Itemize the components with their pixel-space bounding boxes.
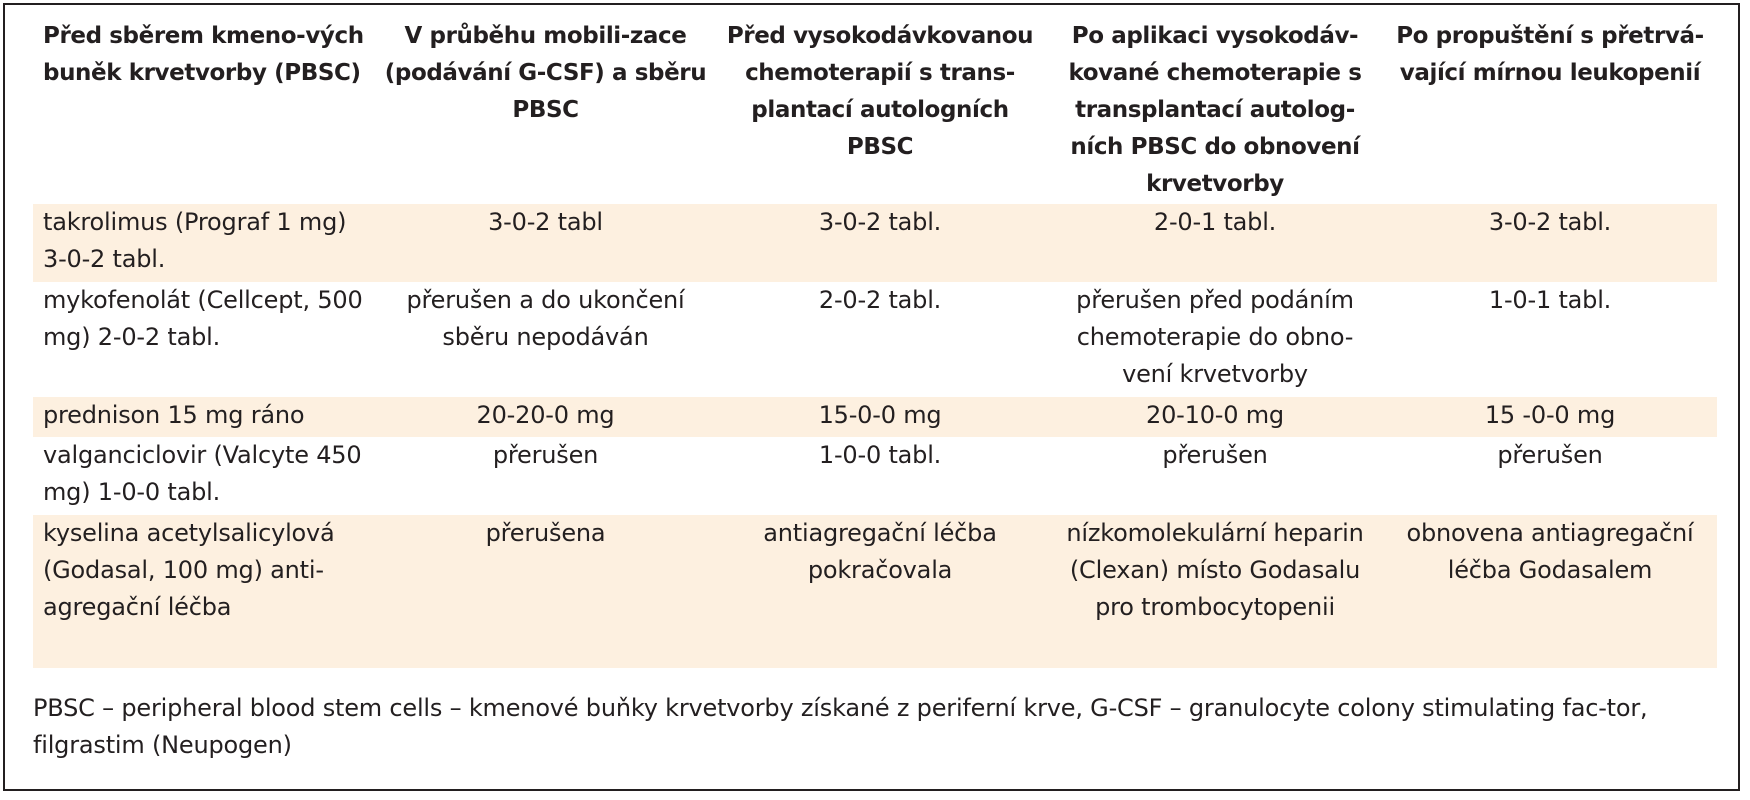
dose-cell: nízkomolekulární heparin (Clexan) místo Godasalu pro trombocytopenii — [1047, 515, 1383, 668]
dose-cell: 20-20-0 mg — [378, 397, 713, 437]
dose-cell: 15-0-0 mg — [713, 397, 1047, 437]
dose-cell: 2-0-1 tabl. — [1047, 204, 1383, 282]
table-row — [33, 515, 1717, 668]
dose-cell: 15 -0-0 mg — [1383, 397, 1717, 437]
dose-cell: přerušen a do ukončení sběru nepodáván — [406, 286, 685, 351]
header-mobilization: V průběhu mobili-zace (podávání G-CSF) a sběru PBSC — [384, 23, 707, 123]
table-row — [33, 397, 1717, 437]
dose-cell: obnovena antiagregační léčba Godasalem — [1383, 515, 1717, 668]
table-row — [33, 437, 1717, 515]
dose-cell: 2-0-2 tabl. — [818, 286, 942, 314]
table-row — [33, 204, 1717, 282]
dose-cell: 3-0-2 tabl. — [713, 204, 1047, 282]
header-after-chemotherapy: Po aplikaci vysokodáv-kované chemoterapie s transplantací autolog-ních PBSC do obnovení krvetvorby — [1068, 23, 1362, 197]
table-header — [33, 18, 1717, 204]
header-row — [33, 18, 1717, 204]
drug-cell: prednison 15 mg ráno — [33, 397, 378, 437]
dose-cell: 20-10-0 mg — [1047, 397, 1383, 437]
table-row — [33, 282, 1717, 397]
header-after-discharge: Po propuštění s přetrvá-vající mírnou leukopenií — [1396, 23, 1704, 86]
header-before-chemotherapy: Před vysokodávkovanou chemoterapií s trans-plantací autologních PBSC — [726, 23, 1034, 160]
dose-cell: 3-0-2 tabl. — [1383, 204, 1717, 282]
dose-cell: přerušen před podáním chemoterapie do obno-vení krvetvorby — [1076, 286, 1354, 388]
dose-cell: přerušen — [492, 441, 599, 469]
table-footnote: PBSC – peripheral blood stem cells – kmenové buňky krvetvorby získané z periferní krve, G-CSF – granulocyte colony stimulating fac-tor, filgrastim (Neupogen) — [33, 694, 1648, 759]
drug-cell: valganciclovir (Valcyte 450 mg) 1-0-0 tabl. — [43, 441, 362, 506]
dose-cell: 3-0-2 tabl — [378, 204, 713, 282]
drug-cell: takrolimus (Prograf 1 mg) 3-0-2 tabl. — [33, 204, 378, 282]
dose-cell: přerušen — [1162, 441, 1268, 469]
dose-cell: 1-0-1 tabl. — [1488, 286, 1612, 314]
medication-table — [33, 18, 1717, 668]
dose-cell: antiagregační léčba pokračovala — [713, 515, 1047, 668]
drug-cell: mykofenolát (Cellcept, 500 mg) 2-0-2 tabl. — [43, 286, 363, 351]
table-body — [33, 204, 1717, 668]
header-before-collection: Před sběrem kmeno-vých buněk krvetvorby (PBSC) — [43, 23, 364, 86]
dose-cell: přerušena — [378, 515, 713, 668]
dose-cell: přerušen — [1497, 441, 1603, 469]
dose-cell: 1-0-0 tabl. — [818, 441, 942, 469]
drug-cell: kyselina acetylsalicylová (Godasal, 100 mg) anti-agregační léčba — [33, 515, 378, 668]
